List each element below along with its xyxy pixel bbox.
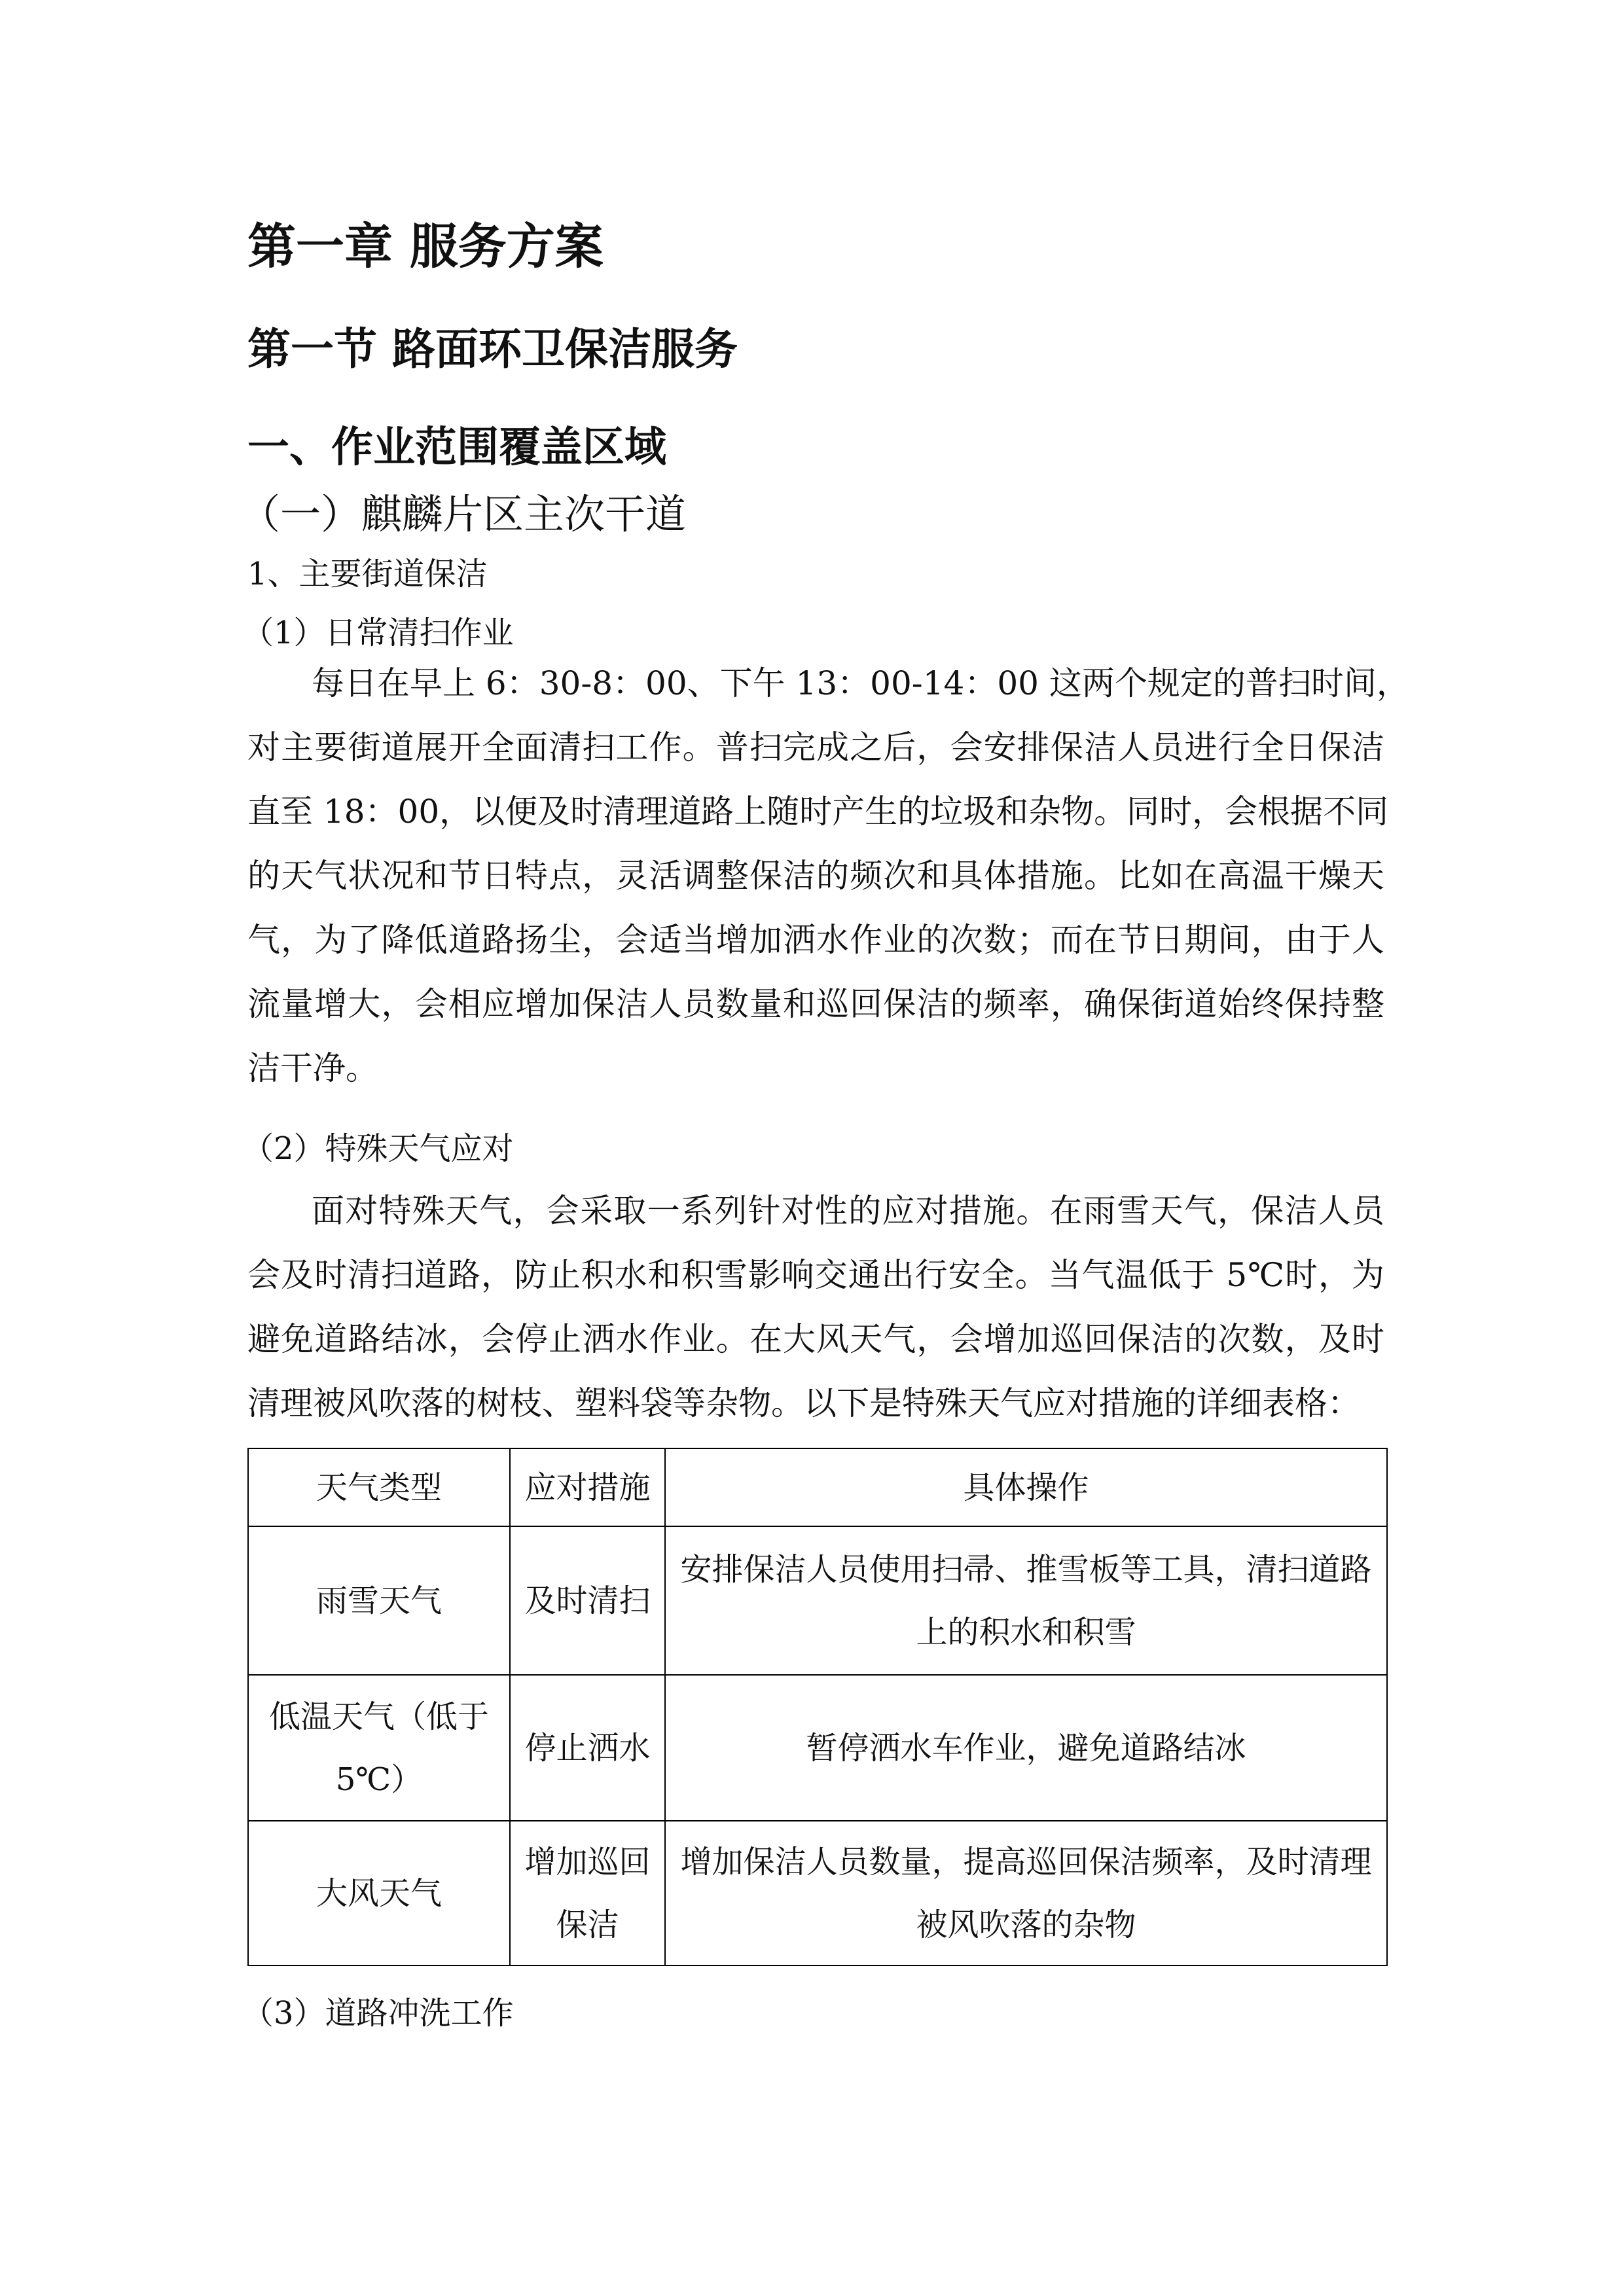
paragraph-line: 会及时清扫道路，防止积水和积雪影响交通出行安全。当气温低于 5℃时，为 xyxy=(247,1256,1384,1294)
table-cell: 停止洒水 xyxy=(510,1675,665,1821)
table-cell: 低温天气（低于5℃） xyxy=(248,1675,510,1821)
table-cell: 增加巡回保洁 xyxy=(510,1821,665,1965)
daily-cleaning-paragraph xyxy=(247,651,1409,1100)
paragraph-line: 每日在早上 6：30-8：00、下午 13：00-14：00 这两个规定的普扫时间， xyxy=(312,664,1409,702)
area-title: （一）麒麟片区主次干道 xyxy=(240,490,687,538)
table-cell: 雨雪天气 xyxy=(248,1526,510,1675)
paragraph-line: 洁干净。 xyxy=(247,1049,378,1087)
item-title: 1、主要街道保洁 xyxy=(247,556,488,592)
header-cell: 应对措施 xyxy=(510,1448,665,1526)
section-title: 第一节 路面环卫保洁服务 xyxy=(247,324,738,374)
table-cell: 暂停洒水车作业，避免道路结冰 xyxy=(665,1675,1387,1821)
table-cell: 及时清扫 xyxy=(510,1526,665,1675)
subsection-title: 一、作业范围覆盖区域 xyxy=(247,423,666,472)
paragraph-line: 对主要街道展开全面清扫工作。普扫完成之后，会安排保洁人员进行全日保洁 xyxy=(247,728,1384,766)
header-cell: 天气类型 xyxy=(248,1448,510,1526)
paragraph-line: 面对特殊天气，会采取一系列针对性的应对措施。在雨雪天气，保洁人员 xyxy=(312,1192,1384,1230)
sub1-title: （1）日常清扫作业 xyxy=(242,615,514,651)
paragraph-line: 气，为了降低道路扬尘，会适当增加洒水作业的次数；而在节日期间，由于人 xyxy=(247,921,1384,959)
sub3-title: （3）道路冲洗工作 xyxy=(242,1995,514,2032)
chapter-title: 第一章 服务方案 xyxy=(247,219,604,275)
special-weather-table xyxy=(247,1448,1388,1966)
paragraph-line: 避免道路结冰，会停止洒水作业。在大风天气，会增加巡回保洁的次数，及时 xyxy=(247,1320,1384,1358)
table-cell: 大风天气 xyxy=(248,1821,510,1965)
paragraph-line: 的天气状况和节日特点，灵活调整保洁的频次和具体措施。比如在高温干燥天 xyxy=(247,857,1384,895)
table-row xyxy=(248,1675,1387,1821)
table-cell: 安排保洁人员使用扫帚、推雪板等工具，清扫道路上的积水和积雪 xyxy=(665,1526,1387,1675)
table-row xyxy=(248,1821,1387,1965)
table-header-row xyxy=(248,1448,1387,1526)
special-weather-paragraph xyxy=(247,1179,1384,1435)
paragraph-line: 清理被风吹落的树枝、塑料袋等杂物。以下是特殊天气应对措施的详细表格： xyxy=(247,1384,1360,1422)
table-cell: 增加保洁人员数量，提高巡回保洁频率，及时清理被风吹落的杂物 xyxy=(665,1821,1387,1965)
header-cell: 具体操作 xyxy=(665,1448,1387,1526)
paragraph-line: 流量增大，会相应增加保洁人员数量和巡回保洁的频率，确保街道始终保持整 xyxy=(247,985,1384,1023)
sub2-title: （2）特殊天气应对 xyxy=(242,1130,514,1167)
table-row xyxy=(248,1526,1387,1675)
paragraph-line: 直至 18：00，以便及时清理道路上随时产生的垃圾和杂物。同时，会根据不同 xyxy=(247,793,1389,831)
